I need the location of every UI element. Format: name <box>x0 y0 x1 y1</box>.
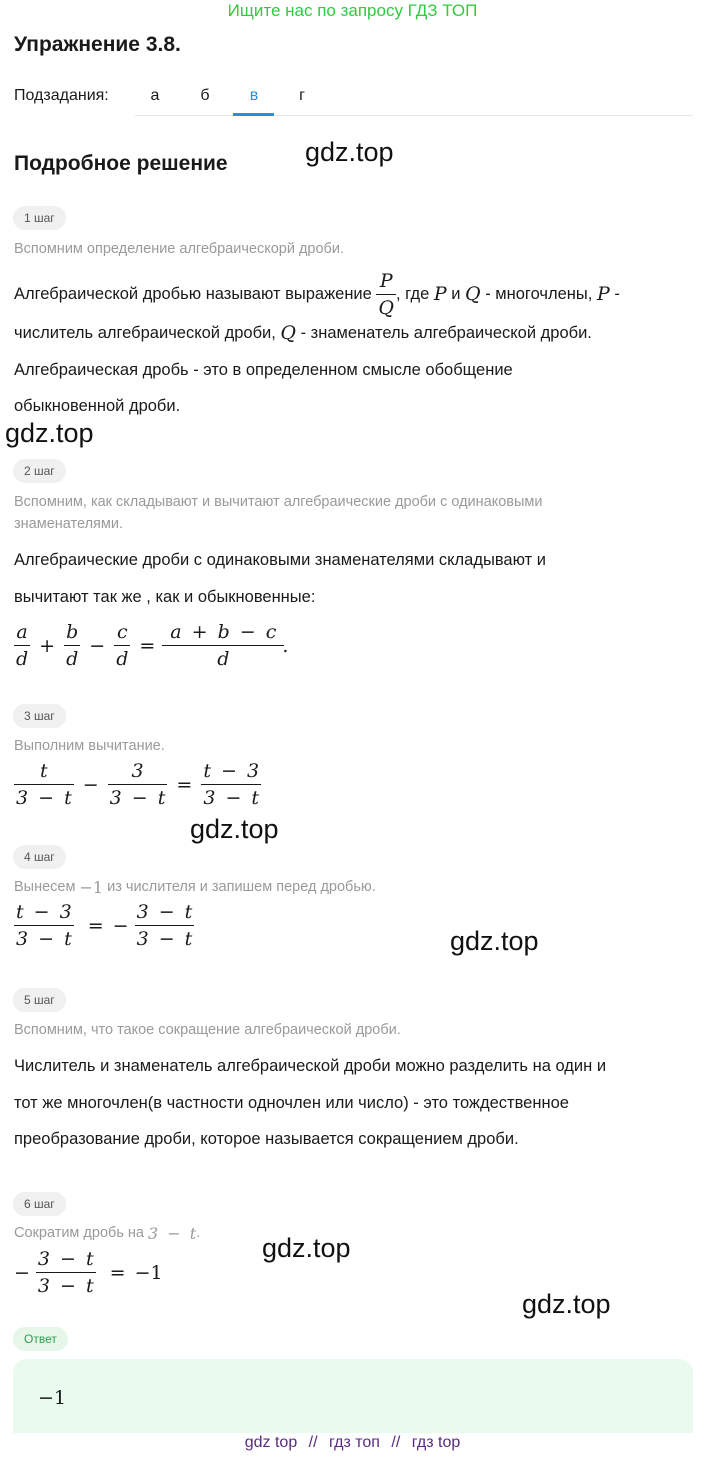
formula-factor-out <box>14 901 194 950</box>
text-segment: - <box>614 284 620 303</box>
math-variable: Q <box>465 283 481 305</box>
fraction-denominator: 3 − t <box>14 925 74 950</box>
text-segment: Сократим дробь на <box>14 1225 144 1241</box>
step-badge: 1 шаг <box>13 206 66 230</box>
fraction <box>135 901 195 950</box>
formula-reduction <box>14 1248 163 1297</box>
text-segment: - знаменатель алгебраической дроби. <box>300 323 592 342</box>
fraction-numerator: 3 <box>131 760 144 782</box>
footer-separator: // <box>308 1434 318 1451</box>
fraction <box>201 760 261 809</box>
fraction <box>114 621 130 670</box>
text-segment: Вынесем <box>14 879 76 895</box>
watermark: gdz.top <box>522 1289 611 1319</box>
fraction-denominator: 3 − t <box>108 784 168 809</box>
math-variable: Q <box>280 322 296 344</box>
footer-link[interactable]: гдз top <box>411 1434 461 1451</box>
fraction-numerator: t − 3 <box>16 901 72 923</box>
section-heading: Подробное решение <box>14 152 228 175</box>
step-text-line: вычитают так же , как и обыкновенные: <box>14 588 316 606</box>
step-hint: Вспомним, как складывают и вычитают алгебраические дроби с одинаковыми <box>14 494 543 510</box>
tab-g[interactable]: г <box>299 87 305 104</box>
active-tab-indicator <box>233 113 274 116</box>
fraction-numerator: a <box>16 621 28 643</box>
tab-a[interactable]: а <box>150 87 160 104</box>
footer-link[interactable]: gdz top <box>244 1434 298 1451</box>
fraction-numerator: t − 3 <box>203 760 260 782</box>
fraction-denominator: 3 − t <box>36 1272 96 1297</box>
text-segment: и <box>451 284 461 303</box>
fraction-numerator: t <box>40 760 48 782</box>
step-text-line: Алгебраические дроби с одинаковыми знаменателями складывают и <box>14 551 546 569</box>
step-hint <box>14 877 376 898</box>
math-value: −1 <box>79 878 104 897</box>
math-expression: 3 − t <box>148 1224 197 1243</box>
footer-separator: // <box>391 1434 401 1451</box>
text-segment: , где <box>396 284 430 303</box>
fraction-denominator: 3 − t <box>135 925 195 950</box>
fraction <box>36 1248 96 1297</box>
tabs-divider <box>135 115 693 116</box>
step-text-line <box>14 266 620 322</box>
step-badge: 5 шаг <box>13 988 66 1012</box>
tab-b[interactable]: б <box>200 87 210 104</box>
subtasks-label: Подзадания: <box>14 87 109 104</box>
period: . <box>282 634 289 657</box>
fraction <box>108 760 168 809</box>
equals-sign: = <box>109 1261 126 1284</box>
equals-sign: = <box>176 773 193 796</box>
result-value: −1 <box>134 1261 163 1284</box>
watermark: gdz.top <box>190 814 279 844</box>
text-segment: числитель алгебраической дроби, <box>14 323 276 342</box>
fraction-denominator: d <box>162 645 284 670</box>
step-hint: Вспомним, что такое сокращение алгебраической дроби. <box>14 1022 401 1038</box>
fraction-numerator: 3 − t <box>136 901 193 923</box>
fraction <box>14 901 74 950</box>
equals-sign: = <box>139 634 156 657</box>
fraction-denominator: Q <box>376 294 396 319</box>
fraction <box>14 621 30 670</box>
fraction-denominator: 3 − t <box>201 784 261 809</box>
text-segment: - многочлены, <box>485 284 593 303</box>
footer-links <box>0 1434 705 1452</box>
step-badge: 3 шаг <box>13 704 66 728</box>
search-banner: Ищите нас по запросу ГДЗ ТОП <box>227 1 478 20</box>
step-hint <box>14 1223 200 1244</box>
fraction-numerator: a + b − c <box>170 621 277 643</box>
step-hint: знаменателями. <box>14 516 123 532</box>
watermark: gdz.top <box>5 418 94 448</box>
fraction-denominator: d <box>14 645 30 670</box>
fraction-p-over-q <box>376 270 396 319</box>
step-hint: Вспомним определение алгебраическорй дроби. <box>14 241 344 257</box>
fraction-numerator: c <box>116 621 128 643</box>
formula-addition-rule <box>14 621 288 670</box>
step-badge: 6 шаг <box>13 1192 66 1216</box>
fraction-denominator: d <box>114 645 130 670</box>
math-variable: P <box>433 283 447 305</box>
plus-sign: + <box>39 634 56 657</box>
fraction-denominator: d <box>64 645 80 670</box>
step-hint: Выполним вычитание. <box>14 738 165 754</box>
step-badge: 4 шаг <box>13 845 66 869</box>
step-text-line: Числитель и знаменатель алгебраической дроби можно разделить на один и <box>14 1057 607 1075</box>
answer-badge: Ответ <box>13 1327 68 1351</box>
watermark: gdz.top <box>262 1233 351 1263</box>
fraction-numerator: 3 − t <box>37 1248 94 1270</box>
minus-sign: − <box>82 773 99 796</box>
text-segment: из числителя и запишем перед дробью. <box>107 879 376 895</box>
minus-sign: − <box>89 634 106 657</box>
step-text-line: обыкновенной дроби. <box>14 397 181 415</box>
watermark: gdz.top <box>450 926 539 956</box>
step-badge: 2 шаг <box>13 459 66 483</box>
step-text-line: преобразование дроби, которое называется сокращением дроби. <box>14 1130 519 1148</box>
answer-value: −1 <box>38 1387 67 1409</box>
step-text-line <box>14 322 592 344</box>
formula-subtraction <box>14 760 261 809</box>
step-text-line: Алгебраическая дробь - это в определенном смысле обобщение <box>14 361 513 379</box>
answer-box <box>13 1359 693 1433</box>
equals-sign: = <box>87 914 104 937</box>
math-variable: P <box>596 283 610 305</box>
page-title: Упражнение 3.8. <box>14 33 181 56</box>
fraction-denominator: 3 − t <box>14 784 74 809</box>
footer-link[interactable]: гдз топ <box>329 1434 380 1451</box>
tab-v[interactable]: в <box>249 87 259 104</box>
watermark: gdz.top <box>305 137 394 167</box>
fraction <box>14 760 74 809</box>
fraction-numerator: b <box>66 621 79 643</box>
fraction-numerator: P <box>379 269 393 292</box>
minus-sign: − <box>14 1261 30 1284</box>
fraction <box>164 621 282 670</box>
text-segment: . <box>196 1225 201 1241</box>
minus-sign: − <box>112 914 129 937</box>
text-segment: Алгебраической дробью называют выражение <box>14 284 372 303</box>
fraction <box>64 621 80 670</box>
step-text-line: тот же многочлен(в частности одночлен или число) - это тождественное <box>14 1094 569 1112</box>
